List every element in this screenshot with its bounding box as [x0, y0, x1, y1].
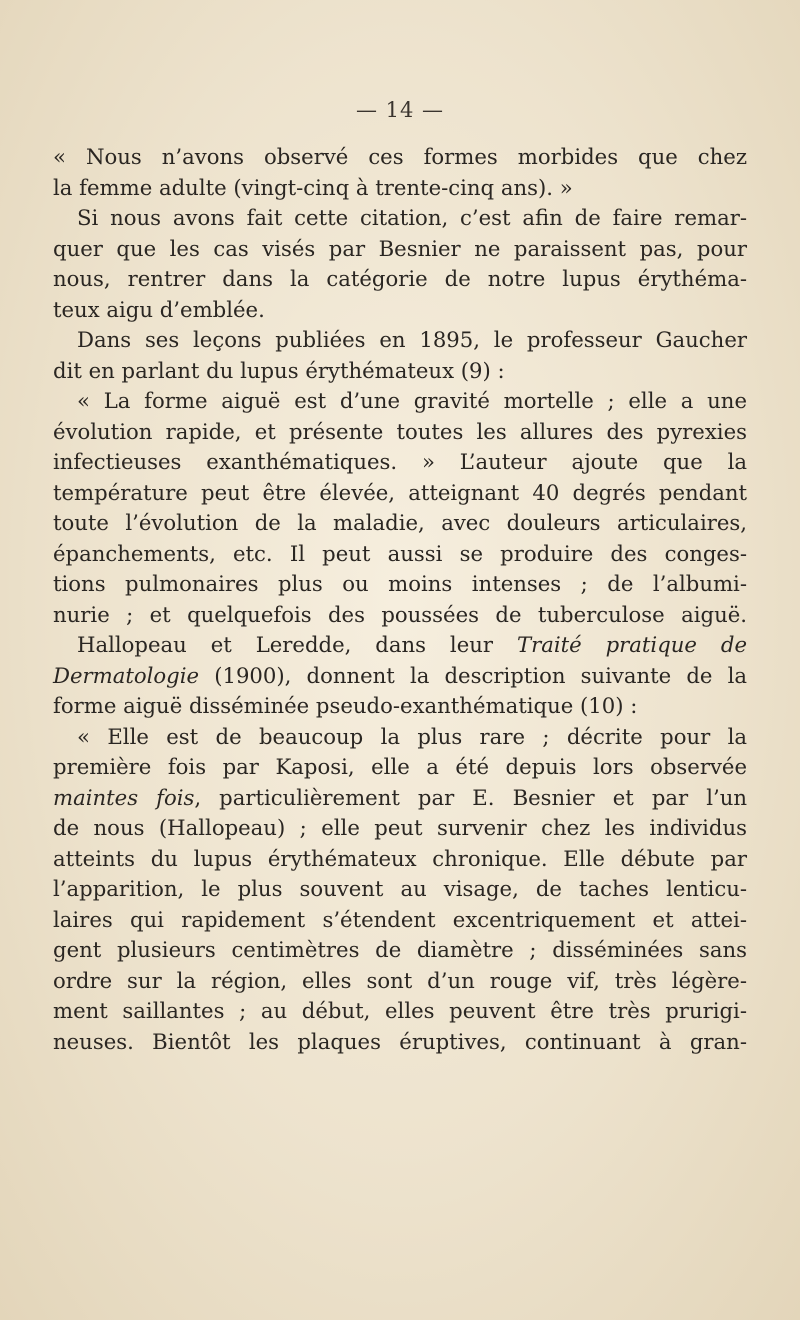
text-line — [53, 600, 747, 631]
line-text: neuses. Bientôt les plaques éruptives, continuant à gran- — [53, 1028, 747, 1054]
text-line — [53, 874, 747, 905]
text-line — [53, 966, 747, 997]
page-number: — 14 — — [355, 98, 445, 122]
text-line — [53, 142, 747, 173]
line-text: « Elle est de beaucoup la plus rare ; décrite pour la — [77, 723, 747, 749]
line-text: nous, rentrer dans la catégorie de notre lupus érythéma- — [53, 266, 747, 291]
line-text: teux aigu d’emblée. — [53, 296, 265, 322]
line-text: épanchements, etc. Il peut aussi se produire des conges- — [53, 540, 747, 566]
line-text: nurie ; et quelquefois des poussées de tuberculose aiguë. — [53, 601, 747, 627]
line-text: Si nous avons fait cette citation, c’est afin de faire remar- — [77, 205, 747, 230]
line-text: première fois par Kaposi, elle a été depuis lors observée — [53, 754, 747, 779]
line-text: atteints du lupus érythémateux chronique. Elle débute par — [53, 845, 747, 871]
line-text: laires qui rapidement s’étendent excentriquement et attei- — [53, 906, 747, 932]
text-line — [53, 417, 747, 448]
line-text: l’apparition, le plus souvent au visage, de taches lenticu- — [53, 876, 747, 901]
text-line — [53, 203, 747, 234]
text-line — [53, 447, 747, 478]
text-line — [53, 386, 747, 417]
text-line — [53, 478, 747, 509]
body-text — [53, 142, 747, 1057]
line-text: de nous (Hallopeau) ; elle peut survenir chez les individus — [53, 815, 747, 840]
line-text: infectieuses exanthématiques. » L’auteur ajoute que la — [53, 449, 747, 474]
text-line — [53, 783, 747, 814]
text-line — [53, 661, 747, 692]
line-text: ordre sur la région, elles sont d’un rouge vif, très légère- — [53, 967, 747, 993]
line-text: tions pulmonaires plus ou moins intenses ; de l’albumi- — [53, 571, 747, 596]
line-text: « Nous n’avons observé ces formes morbides que chez — [53, 144, 747, 169]
italic-title: maintes fois — [53, 784, 195, 810]
text-line — [53, 1027, 747, 1058]
line-text: (1900), donnent la description suivante de la — [199, 662, 747, 688]
text-line — [53, 173, 747, 204]
line-text: « La forme aiguë est d’une gravité mortelle ; elle a une — [77, 388, 747, 413]
line-text: température peut être élevée, atteignant 40 degrés pendant — [53, 479, 747, 505]
text-line — [53, 234, 747, 265]
line-text: gent plusieurs centimètres de diamètre ; disséminées sans — [53, 937, 747, 962]
line-text: la femme adulte (vingt-cinq à trente-cinq ans). » — [53, 174, 573, 200]
text-line — [53, 996, 747, 1027]
text-line — [53, 295, 747, 326]
italic-title: Dermatologie — [53, 662, 200, 688]
text-line — [53, 569, 747, 600]
line-text: toute l’évolution de la maladie, avec douleurs articulaires, — [53, 510, 747, 535]
line-text: quer que les cas visés par Besnier ne paraissent pas, pour — [53, 235, 747, 261]
line-text: évolution rapide, et présente toutes les allures des pyrexies — [53, 418, 747, 444]
text-line — [53, 935, 747, 966]
text-line — [53, 722, 747, 753]
text-line — [53, 813, 747, 844]
line-text: ment saillantes ; au début, elles peuvent être très prurigi- — [53, 998, 747, 1023]
text-line — [53, 264, 747, 295]
text-line — [53, 691, 747, 722]
text-line — [53, 356, 747, 387]
line-text: Dans ses leçons publiées en 1895, le professeur Gaucher — [77, 327, 747, 352]
line-text: , particulièrement par E. Besnier et par l’un — [194, 784, 747, 810]
text-line — [53, 752, 747, 783]
text-line — [53, 844, 747, 875]
line-text: dit en parlant du lupus érythémateux (9) : — [53, 357, 505, 383]
text-line — [53, 905, 747, 936]
text-line — [53, 539, 747, 570]
italic-title: Traité pratique de — [516, 632, 747, 657]
text-line — [53, 508, 747, 539]
line-text: Hallopeau et Leredde, dans leur — [77, 632, 517, 657]
line-text: forme aiguë disséminée pseudo-exanthématique (10) : — [53, 693, 638, 718]
text-line — [53, 325, 747, 356]
text-line — [53, 630, 747, 661]
